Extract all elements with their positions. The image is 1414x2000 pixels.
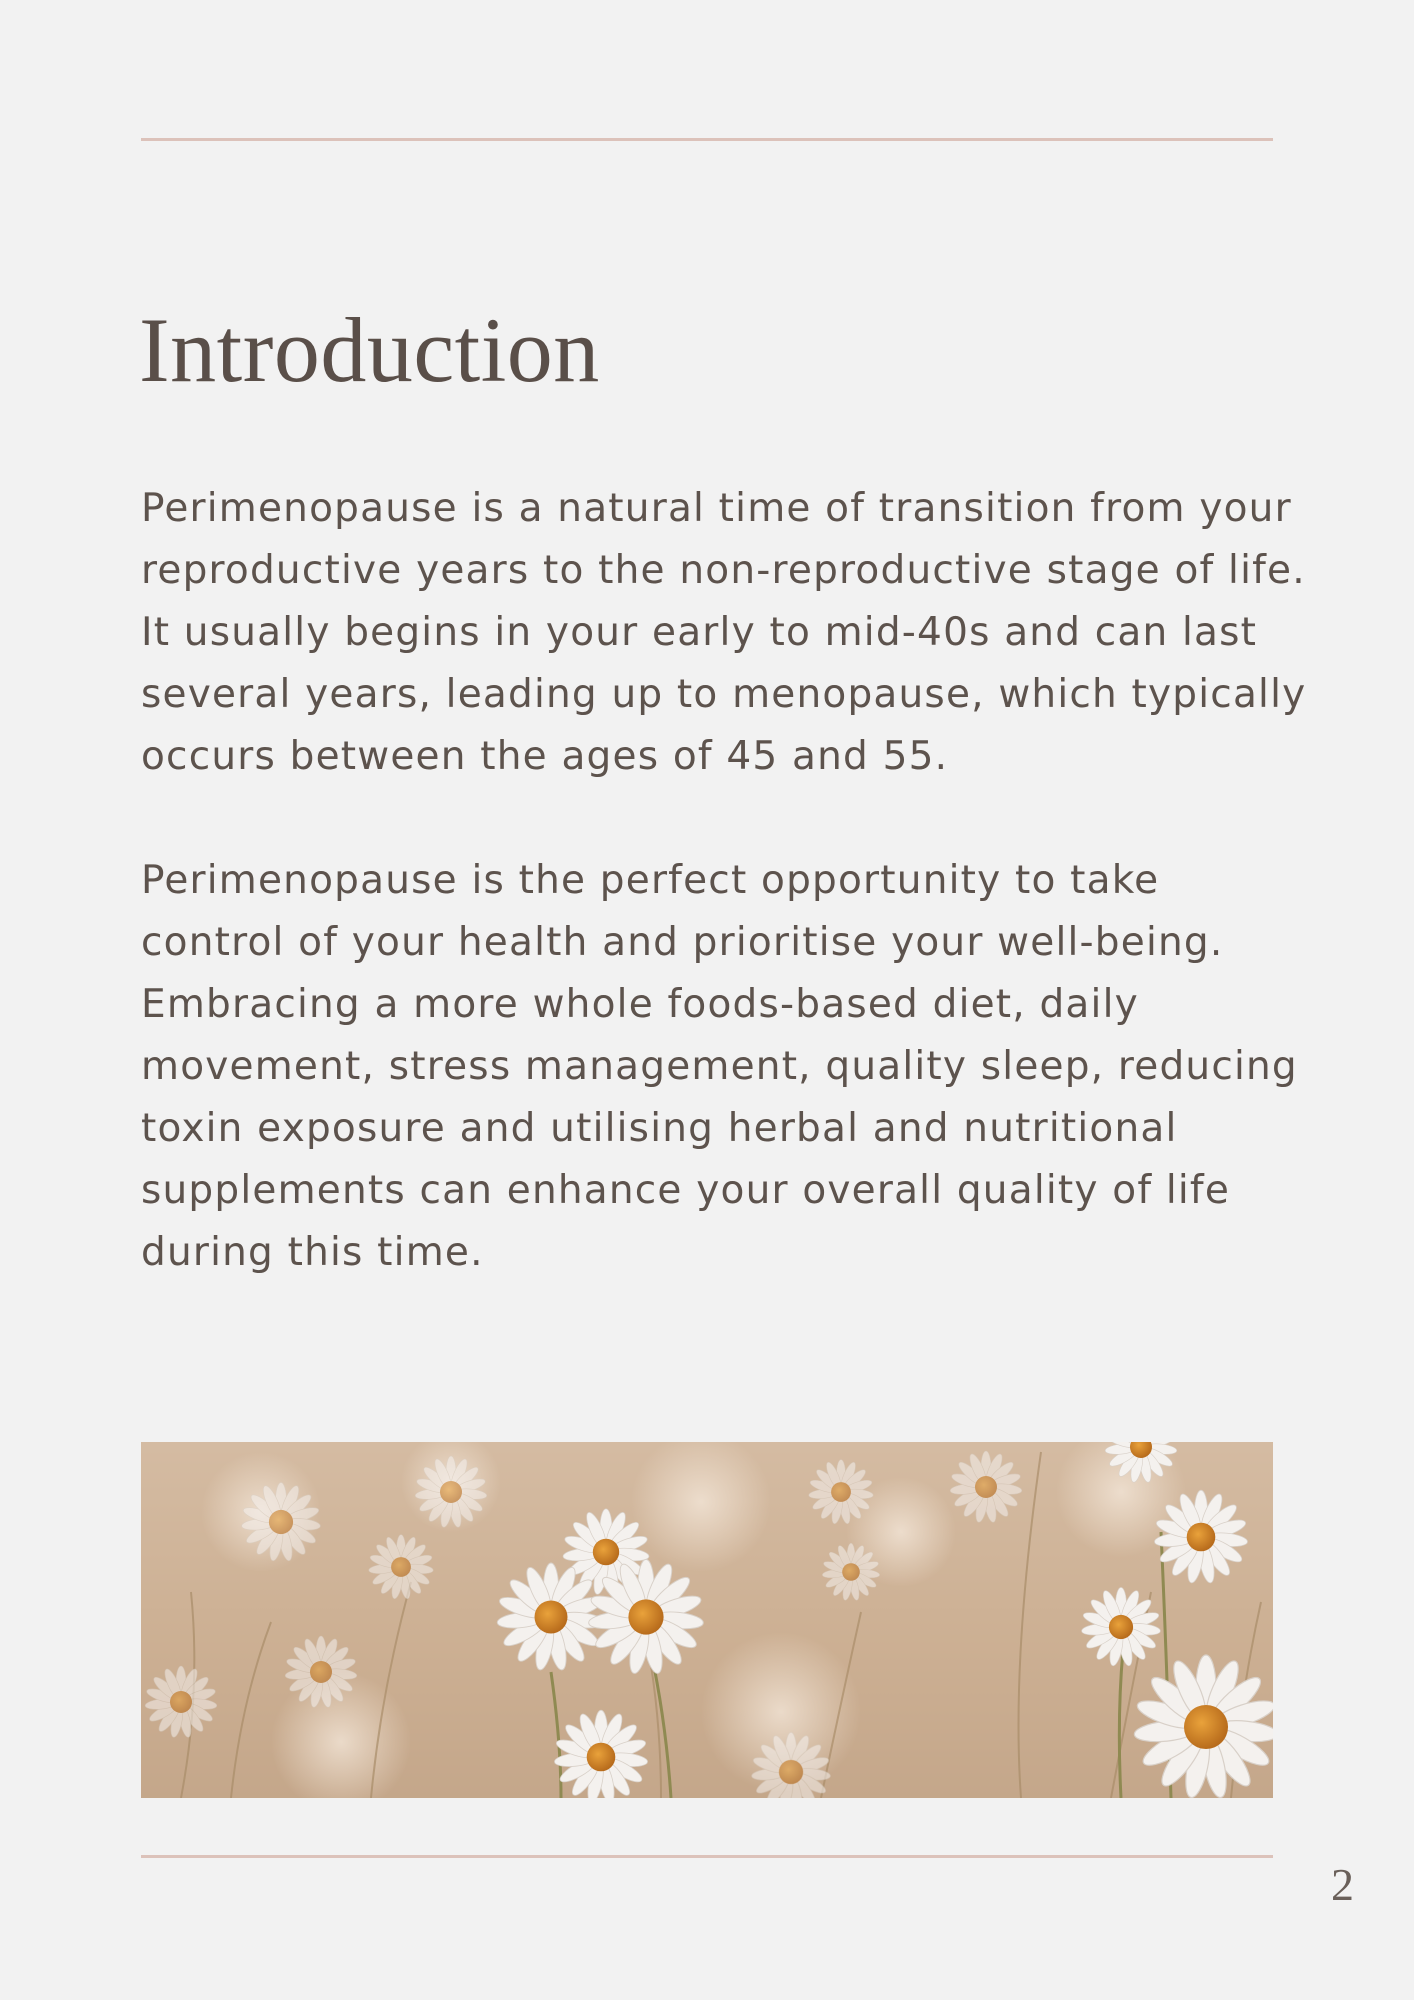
- body-text: [141, 478, 1311, 1346]
- page-title: Introduction: [139, 299, 600, 401]
- page-number: 2: [1331, 1859, 1354, 1910]
- paragraph-intro: Perimenopause is a natural time of transition from your reproductive years to the non-reproductive stage of life. It usually begins in your early to mid-40s and can last several years, leading up to menopause, which typically occurs between the ages of 45 and 55.: [141, 486, 1307, 779]
- top-divider: [141, 138, 1273, 141]
- daisy-field-photo: [141, 1442, 1273, 1798]
- daisy-illustration: [141, 1442, 1273, 1798]
- paragraph-opportunity: Perimenopause is the perfect opportunity to take control of your health and prioritise your well-being. Embracing a more whole foods-based diet, daily movement, stress management, quality sleep, reducing toxin exposure and utilising herbal and nutritional supplements can enhance your overall quality of life during this time.: [141, 858, 1298, 1275]
- bottom-divider: [141, 1855, 1273, 1858]
